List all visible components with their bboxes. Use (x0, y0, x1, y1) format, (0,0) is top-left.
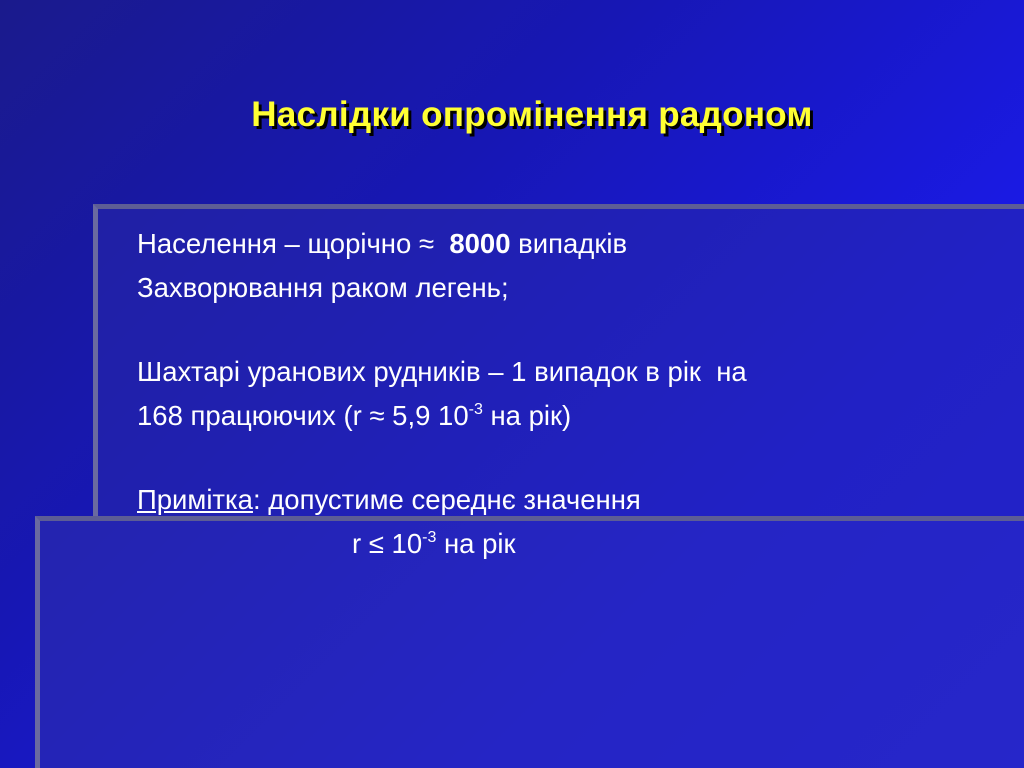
note-label: Примітка (137, 484, 253, 515)
note-text: : допустиме середнє значення (252, 484, 641, 515)
spacer (137, 310, 997, 350)
slide-body (137, 222, 997, 566)
workers-line (137, 394, 997, 438)
miners-line: Шахтарі уранових рудників – 1 випадок в рік на (137, 356, 747, 387)
slide-title: Наслідки опромінення радоном (251, 95, 813, 134)
note-line (137, 478, 997, 522)
formula-suffix: на рік (436, 528, 516, 559)
workers-suffix: на рік) (482, 400, 572, 431)
workers-text: 168 працюючих (r ≈ 5,9 10 (137, 400, 469, 431)
workers-exponent: -3 (468, 401, 483, 418)
spacer (137, 438, 997, 478)
formula-exponent: -3 (422, 529, 437, 546)
cases-label: випадків (510, 228, 628, 259)
population-line (137, 222, 997, 266)
disease-line: Захворювання раком легень; (137, 272, 509, 303)
formula-line (137, 522, 997, 566)
formula-text: r ≤ 10 (352, 528, 423, 559)
cases-count: 8000 (449, 228, 511, 259)
population-text: Населення – щорічно ≈ (137, 228, 450, 259)
